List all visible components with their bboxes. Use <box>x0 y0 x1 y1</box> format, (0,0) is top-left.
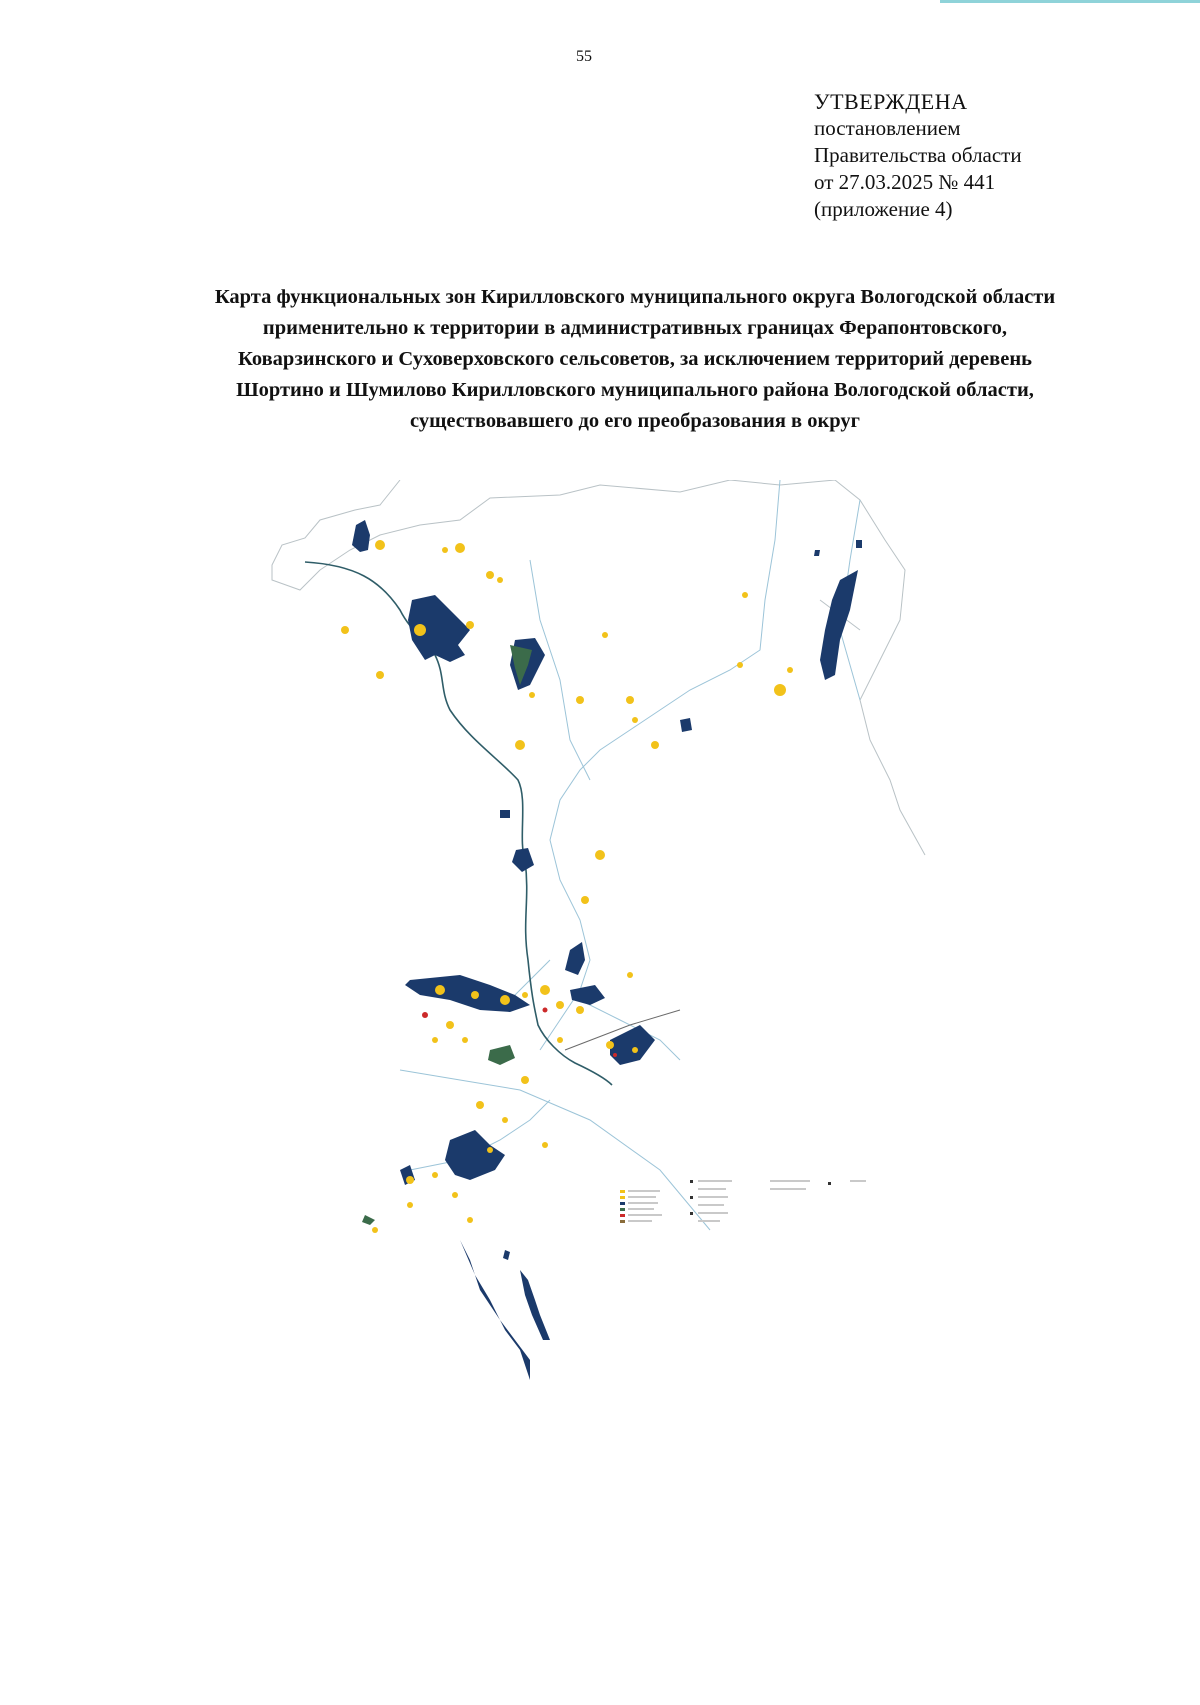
functional-zones-map <box>260 480 1020 1510</box>
document-title <box>120 282 1150 437</box>
approval-heading: УТВЕРЖДЕНА <box>814 89 968 114</box>
map-legend <box>620 1180 866 1223</box>
title-line: Шортино и Шумилово Кирилловского муниципального района Вологодской области, <box>236 379 1034 401</box>
approval-stamp <box>814 88 1022 223</box>
title-line: применительно к территории в административных границах Ферапонтовского, <box>262 317 1008 339</box>
title-line: существовавшего до его преобразования в округ <box>410 410 860 432</box>
special-zones <box>422 1008 617 1058</box>
settlement-zones <box>341 540 793 1233</box>
approval-line: постановлением <box>814 116 961 140</box>
top-accent-rule <box>940 0 1200 3</box>
approval-date-number: от 27.03.2025 № 441 <box>814 170 996 194</box>
title-line: Коварзинского и Суховерховского сельсоветов, за исключением территорий деревень <box>238 348 1032 370</box>
title-line: Карта функциональных зон Кирилловского муниципального округа Вологодской области <box>214 286 1056 308</box>
water-bodies <box>352 520 862 1380</box>
green-zones <box>362 645 532 1225</box>
approval-appendix: (приложение 4) <box>814 197 953 221</box>
approval-line: Правительства области <box>814 143 1022 167</box>
page-number: 55 <box>576 48 592 65</box>
river-network <box>400 480 860 1230</box>
